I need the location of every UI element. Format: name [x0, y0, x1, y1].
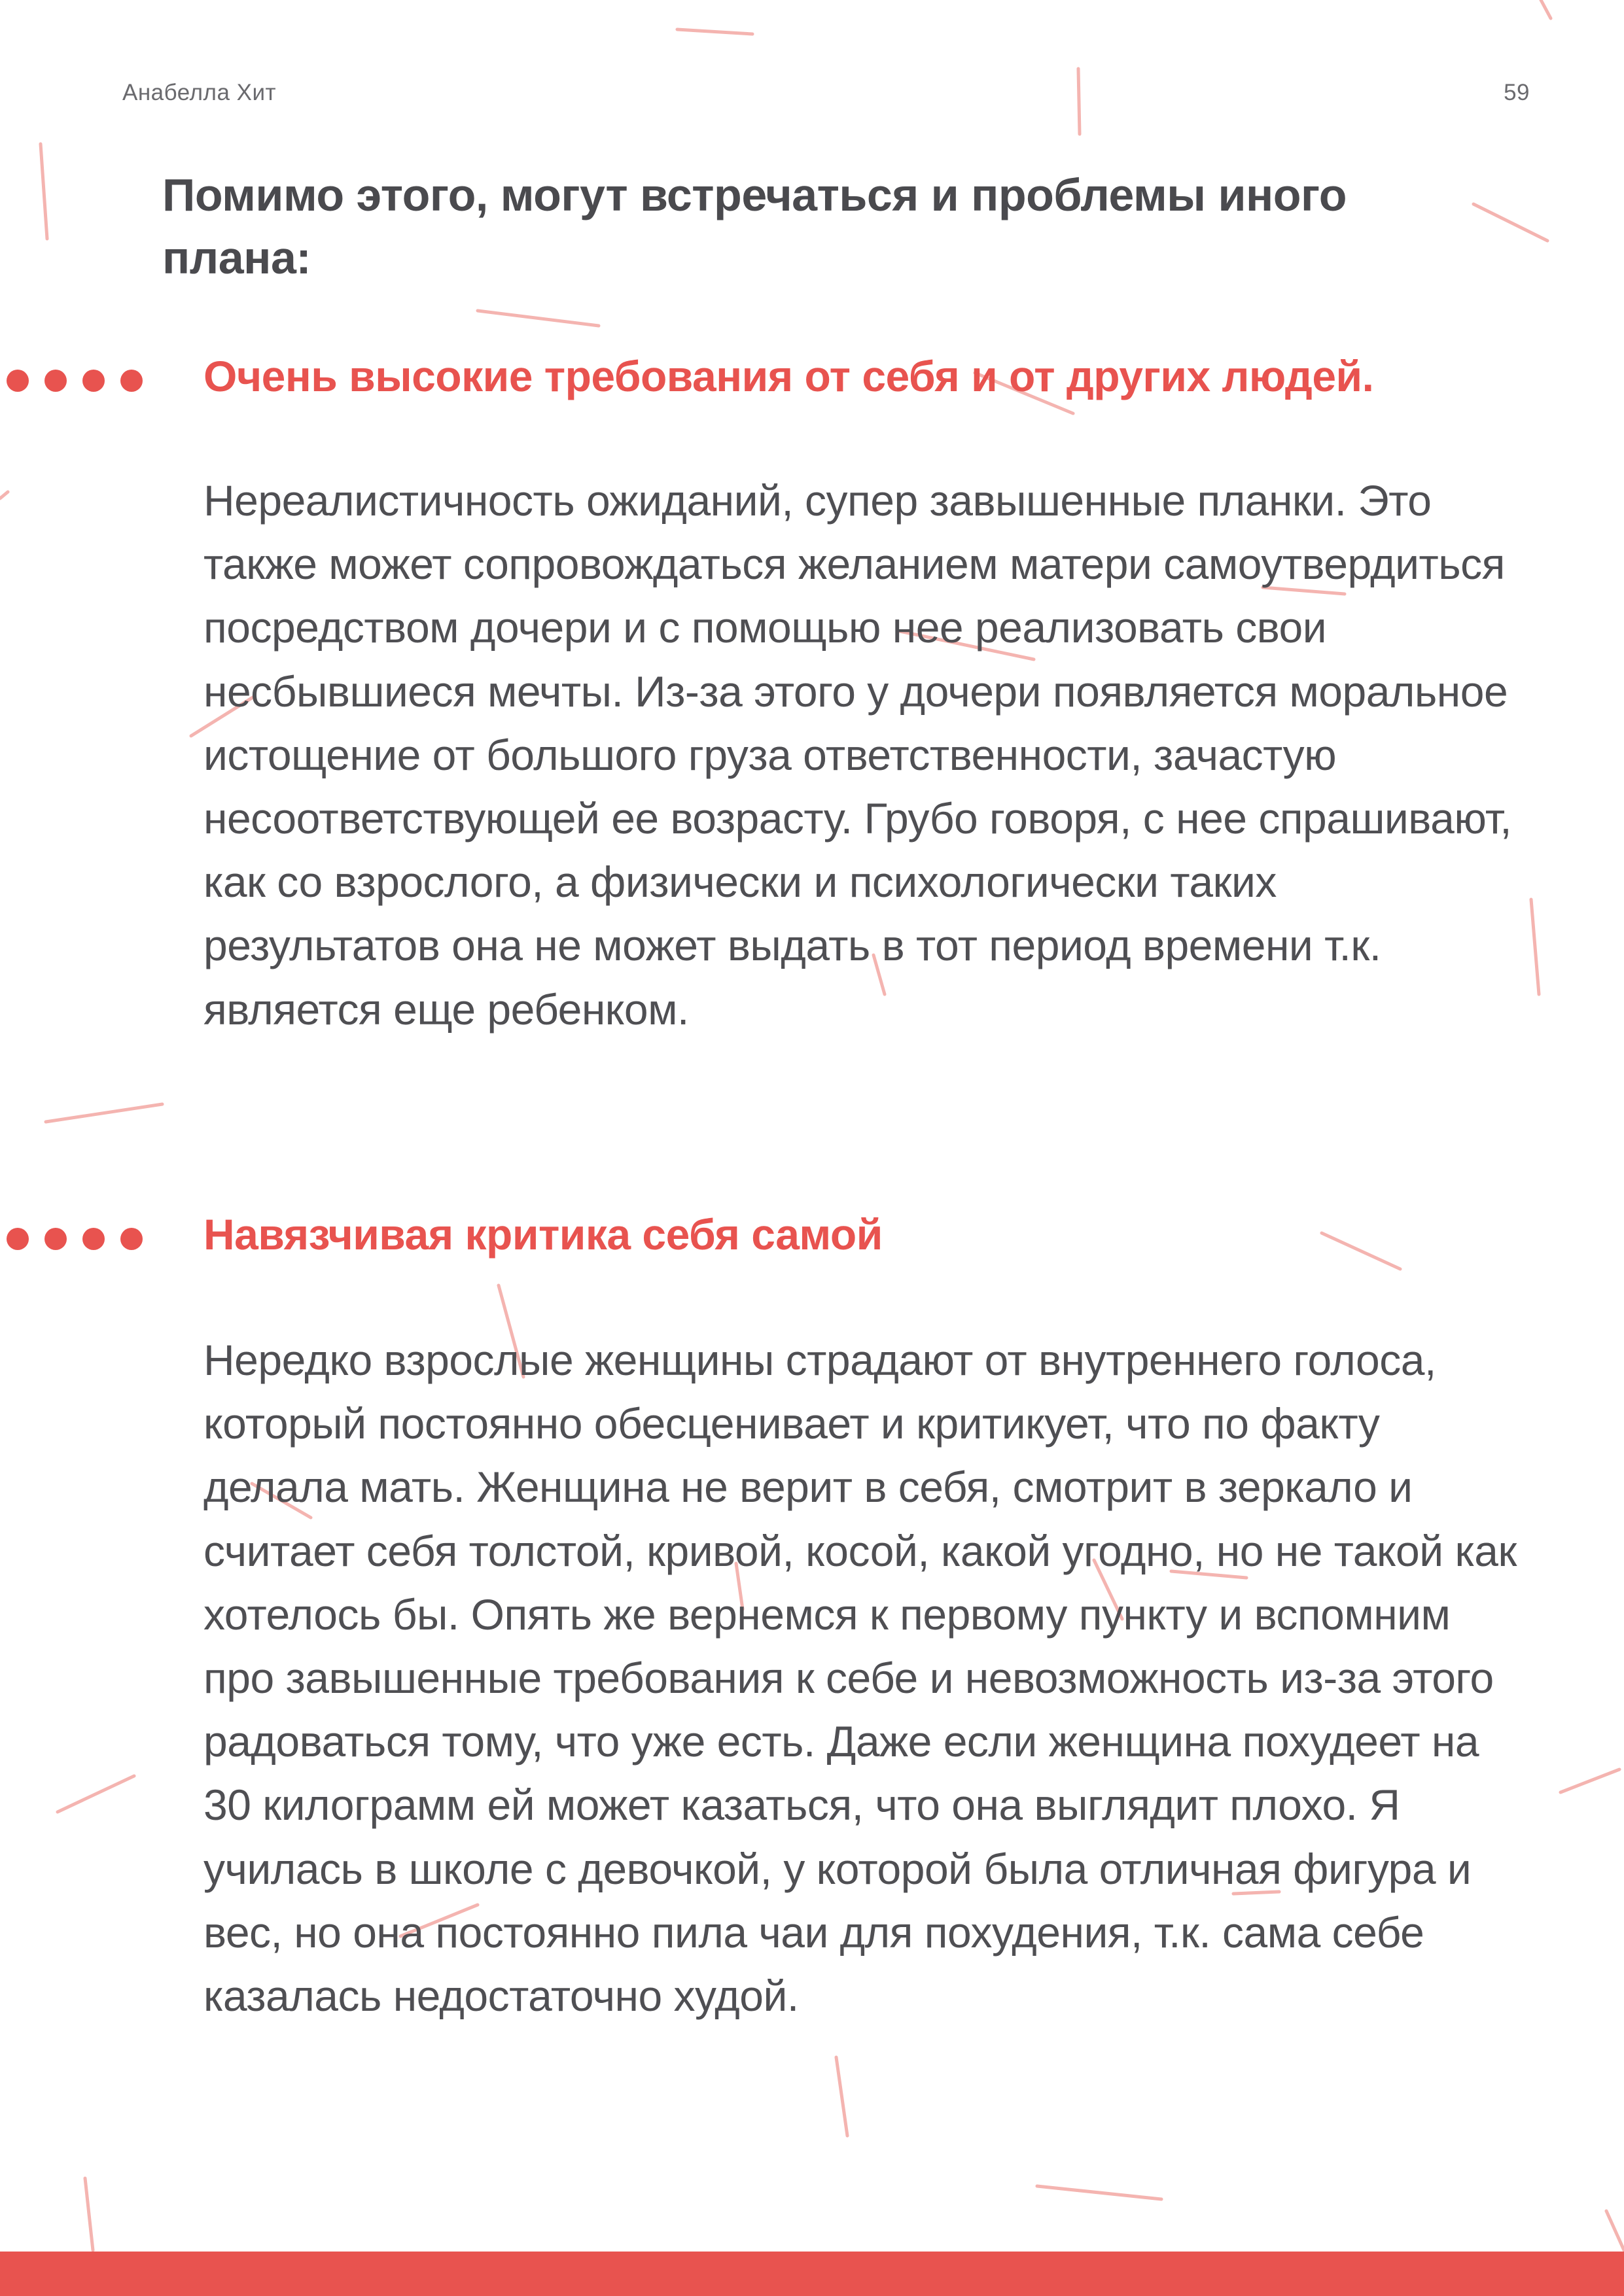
- bullet-dot: [7, 1228, 29, 1250]
- bullet-dot: [120, 1228, 143, 1250]
- item-heading-high-demands: Очень высокие требования от себя и от других людей.: [203, 352, 1374, 400]
- bullet-dots-1: [0, 370, 150, 396]
- item-heading-self-criticism: Навязчивая критика себя самой: [203, 1210, 883, 1259]
- bullet-dot: [44, 1228, 67, 1250]
- bullet-dot: [7, 370, 29, 392]
- item-body-self-criticism: Нередко взрослые женщины страдают от внутреннего голоса, который постоянно обесценивает и критикует, что по факту делала мать. Женщина не верит в себя, смотрит в зеркало и считает себя толстой, кривой, косой, какой угодно, но не такой как хотелось бы. Опять же вернемся к первому пункту и вспомним про завышенные требования к себе и невозможность из-за этого радоваться тому, что уже есть. Даже если женщина похудеет на 30 килограмм ей может казаться, что она выглядит плохо. Я училась в школе с девочкой, у которой была отличная фигура и вес, но она постоянно пила чаи для похудения, т.к. сама себе казалась недостаточно худой.: [203, 1336, 1517, 2021]
- page-number: 59: [1504, 80, 1530, 105]
- item-body-high-demands: Нереалистичность ожиданий, супер завышенные планки. Это также может сопровождаться желанием матери самоутвердиться посредством дочери и с помощью нее реализовать свои несбывшиеся мечты. Из-за этого у дочери появляется моральное истощение от большого груза ответственности, зачастую несоответствующей ее возрасту. Грубо говоря, с нее спрашивают, как со взрослого, а физически и психологически таких результатов она не может выдать в тот период времени т.к. является еще ребенком.: [203, 476, 1512, 1034]
- bullet-dot: [82, 370, 105, 392]
- running-head-author: Анабелла Хит: [122, 80, 277, 105]
- bottom-accent-band: [0, 2252, 1624, 2296]
- bullet-dots-2: [0, 1228, 150, 1254]
- section-title: Помимо этого, могут встречаться и проблемы иного плана:: [162, 169, 1347, 283]
- bullet-dot: [120, 370, 143, 392]
- bullet-dot: [82, 1228, 105, 1250]
- bullet-dot: [44, 370, 67, 392]
